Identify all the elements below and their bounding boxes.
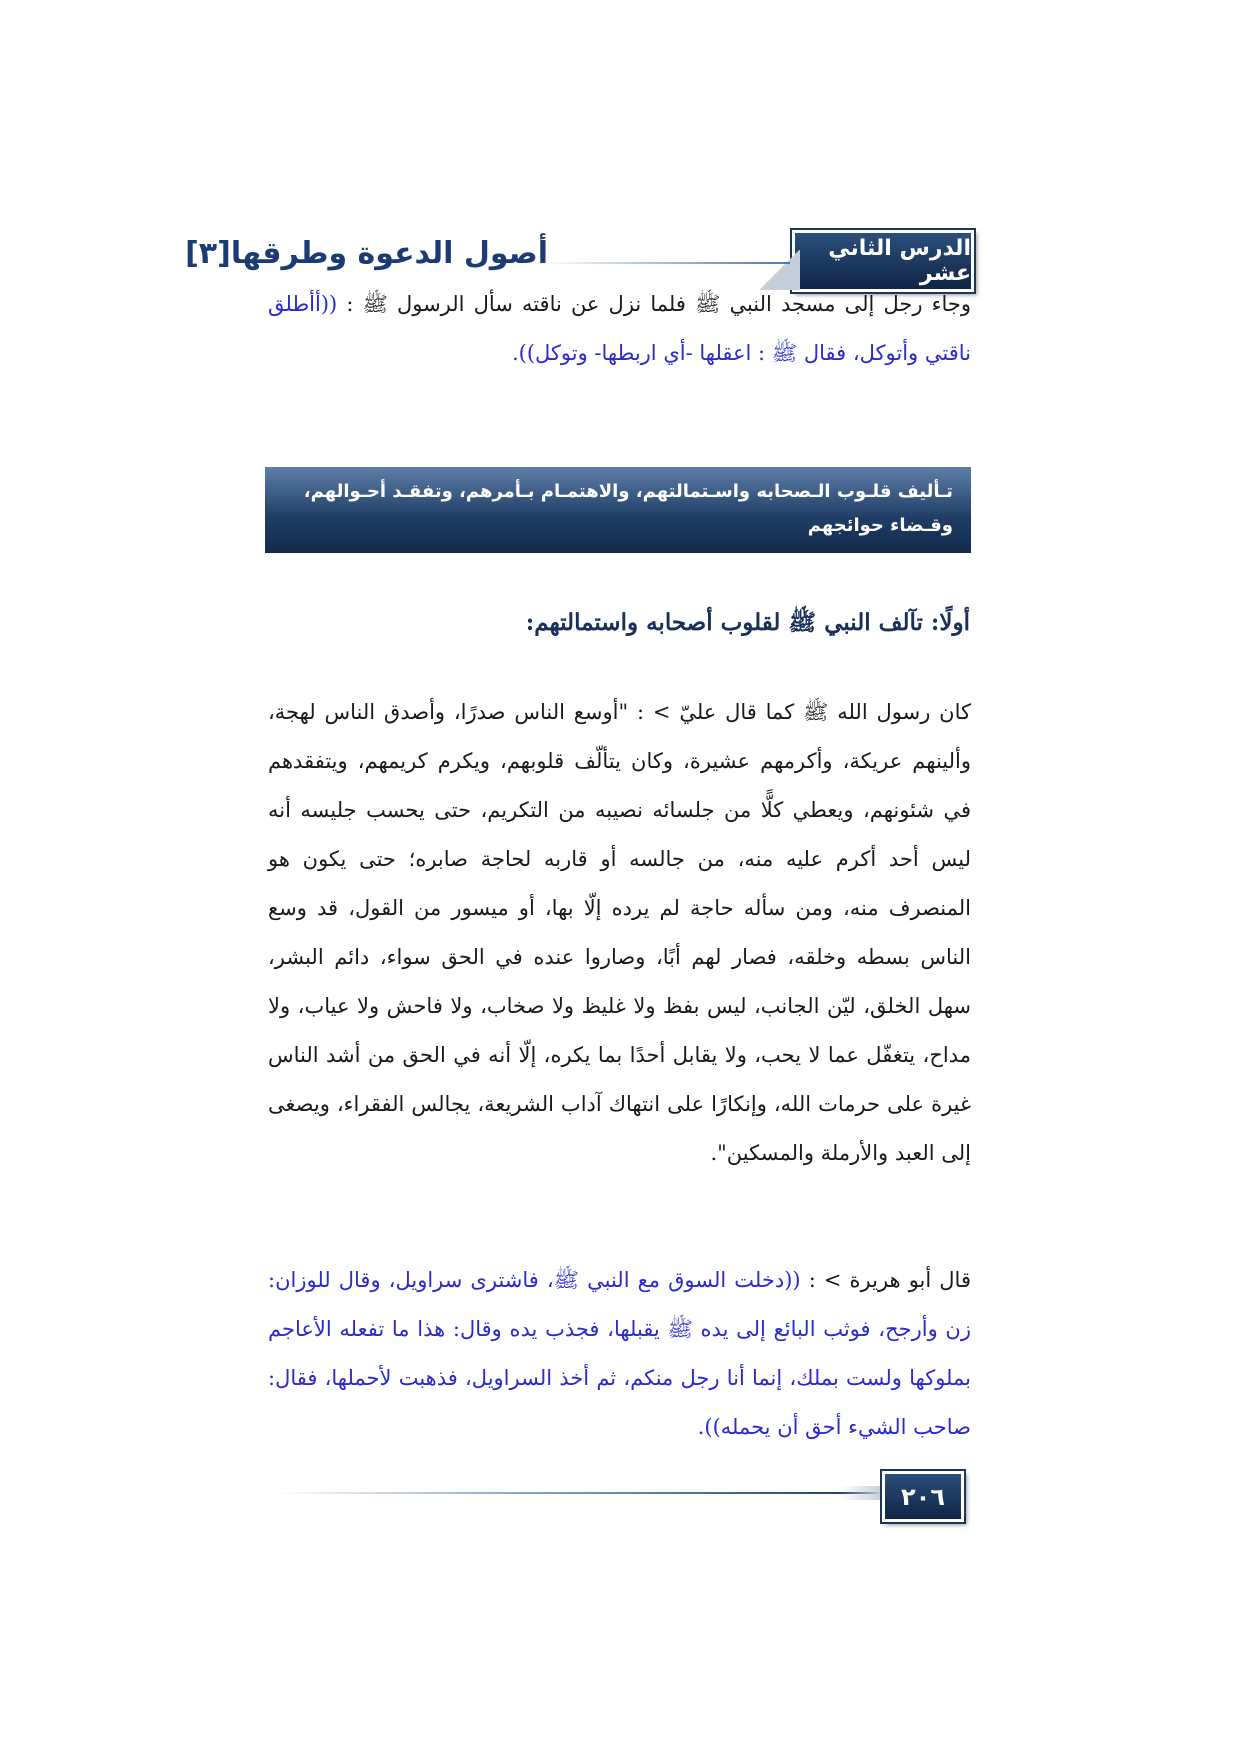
abu-hurairah-hadith: ((دخلت السوق مع النبي ﷺ، فاشترى سراويل، وقال للوزان: زن وأرجح، فوثب البائع إلى يده ﷺ يقبلها، فجذب يده وقال: هذا ما تفعله الأعاجم بملوكها ولست بملك، إنما أنا رجل منكم، ثم أخذ السراويل، فذهبت لأحملها، فقال: صاحب الشيء أحق أن يحمله)).: [268, 1268, 971, 1439]
intro-paragraph: [268, 280, 971, 378]
intro-hadith: ((أأطلق ناقتي وأتوكل، فقال ﷺ : اعقلها -أي اربطها- وتوكل)).: [268, 292, 971, 365]
paragraph-abu-hurairah: [268, 1256, 971, 1452]
page-number: ٢٠٦: [901, 1482, 945, 1511]
paragraph-ali: كان رسول الله ﷺ كما قال عليّ > : "أوسع الناس صدرًا، وأصدق الناس لهجة، وألينهم عريكة، وأكرمهم عشيرة، وكان يتألّف قلوبهم، ويكرم كريمهم، ويتفقدهم في شئونهم، ويعطي كلًّا من جلسائه نصيبه من التكريم، حتى يحسب جليسه أنه ليس أحد أكرم عليه منه، من جالسه أو قاربه لحاجة صابره؛ حتى يكون هو المنصرف منه، ومن سأله حاجة لم يرده إلّا بها، أو ميسور من القول، قد وسع الناس بسطه وخلقه، فصار لهم أبًا، وصاروا عنده في الحق سواء، دائم البشر، سهل الخلق، ليّن الجانب، ليس بفظ ولا غليظ ولا صخاب، ولا فاحش ولا عياب، ولا مداح، يتغفّل عما لا يحب، ولا يقابل أحدًا بما يكره، إلّا أنه في الحق من أشد الناس غيرة على حرمات الله، وإنكارًا على انتهاك آداب الشريعة، يجالس الفقراء، ويصغى إلى العبد والأرملة والمسكين".: [268, 700, 971, 1165]
banner-text: تـأليف قلـوب الـصحابه واسـتمالتهم، والاهتمـام بـأمرهم، وتفقـد أحـوالهم، وقـضاء حوائجهم: [303, 481, 953, 536]
lesson-label: الدرس الثاني عشر: [828, 236, 971, 286]
topic-banner: [265, 467, 971, 553]
page-number-box: [882, 1471, 964, 1522]
section-heading: أولًا: تآلف النبي ﷺ لقلوب أصحابه واستمالتهم:: [525, 609, 970, 636]
header-rule: [540, 262, 790, 264]
intro-text: وجاء رجل إلى مسجد النبي ﷺ فلما نزل عن ناقته سأل الرسول ﷺ :: [337, 292, 971, 316]
abu-hurairah-intro: قال أبو هريرة > :: [800, 1268, 971, 1292]
footer-rule: [275, 1492, 885, 1494]
chapter-title: أصول الدعوة وطرقها[٣]: [185, 236, 548, 271]
footer-rule-accent: [840, 1486, 882, 1500]
